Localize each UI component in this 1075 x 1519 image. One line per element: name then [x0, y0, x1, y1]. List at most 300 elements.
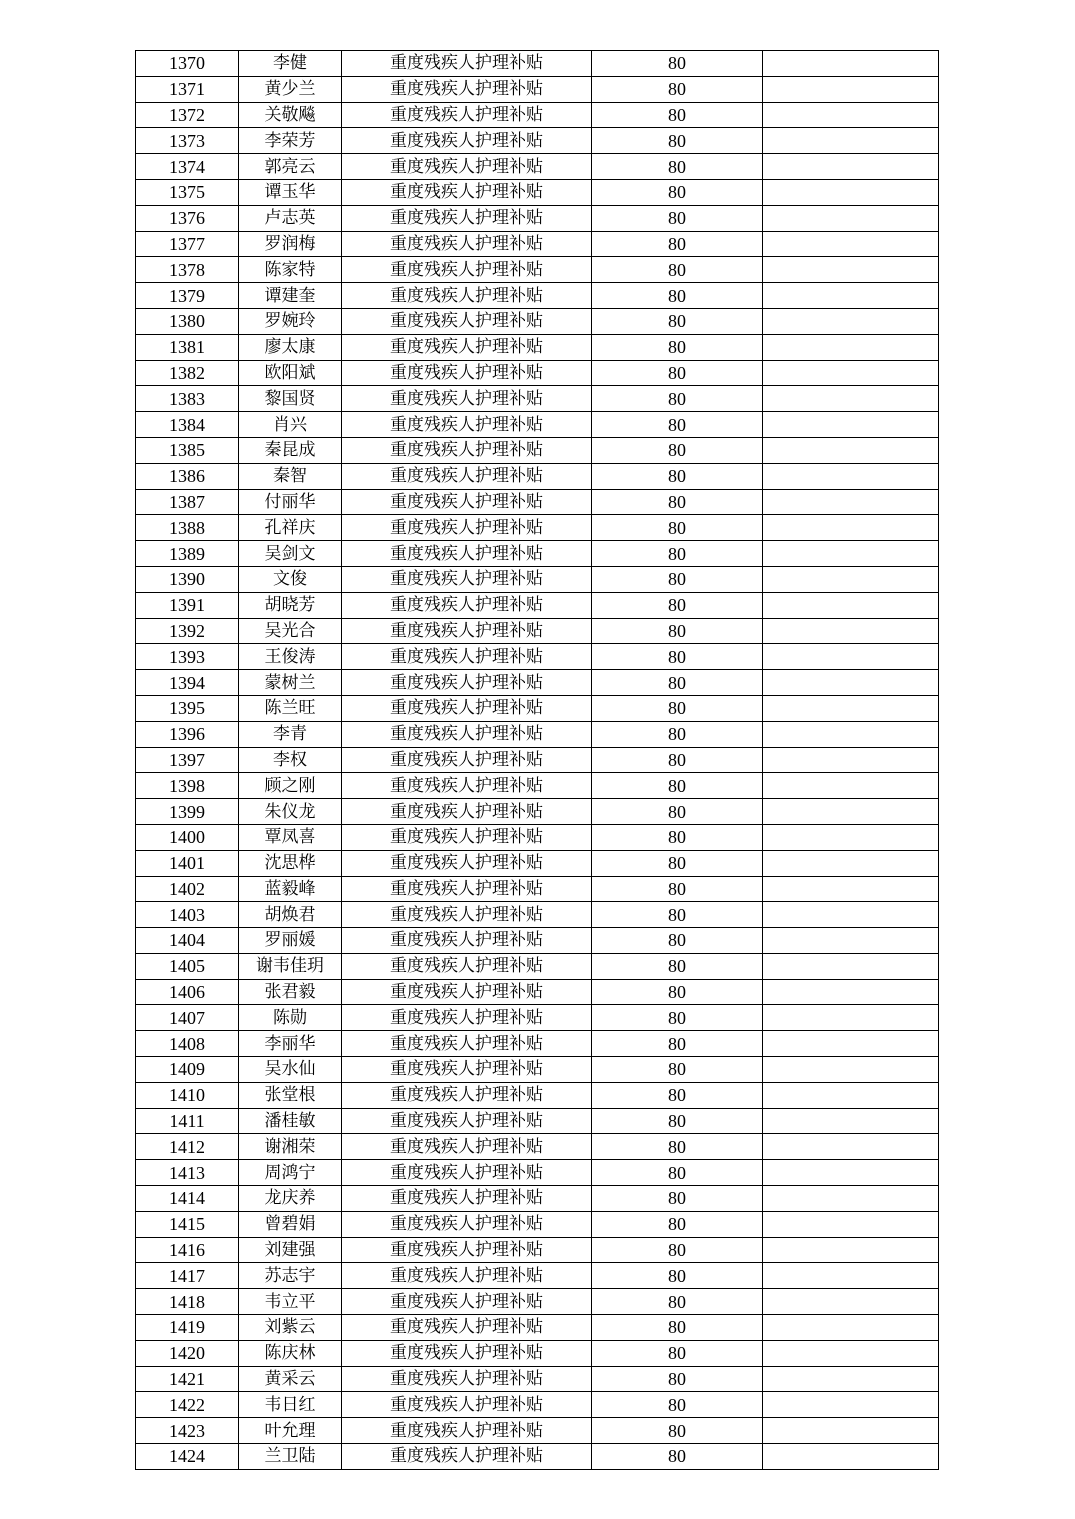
amount-cell: 80 [592, 412, 763, 438]
row-number-cell: 1379 [136, 283, 239, 309]
note-cell [763, 128, 939, 154]
table-row [136, 670, 939, 696]
amount-cell: 80 [592, 747, 763, 773]
subsidy-type-cell: 重度残疾人护理补贴 [342, 386, 592, 412]
row-number-cell: 1372 [136, 102, 239, 128]
amount-cell: 80 [592, 1005, 763, 1031]
table-row [136, 1444, 939, 1470]
amount-cell: 80 [592, 1031, 763, 1057]
table-row [136, 902, 939, 928]
row-number-cell: 1410 [136, 1082, 239, 1108]
subsidy-type-cell: 重度残疾人护理补贴 [342, 283, 592, 309]
table-row [136, 412, 939, 438]
row-number-cell: 1419 [136, 1315, 239, 1341]
subsidy-type-cell: 重度残疾人护理补贴 [342, 179, 592, 205]
name-cell: 周鸿宁 [239, 1160, 342, 1186]
table-row [136, 515, 939, 541]
subsidy-type-cell: 重度残疾人护理补贴 [342, 334, 592, 360]
name-cell: 胡焕君 [239, 902, 342, 928]
name-cell: 肖兴 [239, 412, 342, 438]
name-cell: 曾碧娟 [239, 1211, 342, 1237]
subsidy-type-cell: 重度残疾人护理补贴 [342, 463, 592, 489]
amount-cell: 80 [592, 1289, 763, 1315]
row-number-cell: 1388 [136, 515, 239, 541]
row-number-cell: 1383 [136, 386, 239, 412]
note-cell [763, 1005, 939, 1031]
table-row [136, 824, 939, 850]
name-cell: 孔祥庆 [239, 515, 342, 541]
amount-cell: 80 [592, 824, 763, 850]
table-row [136, 695, 939, 721]
subsidy-type-cell: 重度残疾人护理补贴 [342, 824, 592, 850]
row-number-cell: 1395 [136, 695, 239, 721]
amount-cell: 80 [592, 1315, 763, 1341]
name-cell: 李丽华 [239, 1031, 342, 1057]
name-cell: 罗婉玲 [239, 308, 342, 334]
row-number-cell: 1409 [136, 1057, 239, 1083]
amount-cell: 80 [592, 437, 763, 463]
subsidy-type-cell: 重度残疾人护理补贴 [342, 1418, 592, 1444]
row-number-cell: 1370 [136, 51, 239, 77]
row-number-cell: 1390 [136, 566, 239, 592]
subsidy-type-cell: 重度残疾人护理补贴 [342, 489, 592, 515]
amount-cell: 80 [592, 1211, 763, 1237]
subsidy-type-cell: 重度残疾人护理补贴 [342, 76, 592, 102]
row-number-cell: 1415 [136, 1211, 239, 1237]
note-cell [763, 1340, 939, 1366]
row-number-cell: 1417 [136, 1263, 239, 1289]
subsidy-type-cell: 重度残疾人护理补贴 [342, 1186, 592, 1212]
subsidy-type-cell: 重度残疾人护理补贴 [342, 670, 592, 696]
table-row [136, 566, 939, 592]
note-cell [763, 747, 939, 773]
row-number-cell: 1397 [136, 747, 239, 773]
table-row [136, 1418, 939, 1444]
row-number-cell: 1404 [136, 928, 239, 954]
note-cell [763, 1186, 939, 1212]
name-cell: 罗润梅 [239, 231, 342, 257]
table-row [136, 1082, 939, 1108]
table-row [136, 1263, 939, 1289]
note-cell [763, 1263, 939, 1289]
row-number-cell: 1411 [136, 1108, 239, 1134]
name-cell: 沈思桦 [239, 850, 342, 876]
name-cell: 黄少兰 [239, 76, 342, 102]
amount-cell: 80 [592, 102, 763, 128]
name-cell: 龙庆养 [239, 1186, 342, 1212]
note-cell [763, 876, 939, 902]
note-cell [763, 979, 939, 1005]
name-cell: 黎国贤 [239, 386, 342, 412]
amount-cell: 80 [592, 231, 763, 257]
row-number-cell: 1400 [136, 824, 239, 850]
note-cell [763, 257, 939, 283]
note-cell [763, 541, 939, 567]
table-row [136, 463, 939, 489]
table-row [136, 876, 939, 902]
note-cell [763, 179, 939, 205]
note-cell [763, 824, 939, 850]
note-cell [763, 205, 939, 231]
note-cell [763, 1134, 939, 1160]
subsidy-type-cell: 重度残疾人护理补贴 [342, 1211, 592, 1237]
amount-cell: 80 [592, 1366, 763, 1392]
name-cell: 吴剑文 [239, 541, 342, 567]
note-cell [763, 618, 939, 644]
name-cell: 罗丽媛 [239, 928, 342, 954]
row-number-cell: 1392 [136, 618, 239, 644]
row-number-cell: 1398 [136, 773, 239, 799]
table-row [136, 1340, 939, 1366]
amount-cell: 80 [592, 1160, 763, 1186]
amount-cell: 80 [592, 592, 763, 618]
amount-cell: 80 [592, 205, 763, 231]
name-cell: 秦智 [239, 463, 342, 489]
row-number-cell: 1403 [136, 902, 239, 928]
name-cell: 潘桂敏 [239, 1108, 342, 1134]
note-cell [763, 334, 939, 360]
subsidy-type-cell: 重度残疾人护理补贴 [342, 1237, 592, 1263]
row-number-cell: 1408 [136, 1031, 239, 1057]
table-row [136, 489, 939, 515]
name-cell: 朱仪龙 [239, 799, 342, 825]
row-number-cell: 1412 [136, 1134, 239, 1160]
subsidy-type-cell: 重度残疾人护理补贴 [342, 205, 592, 231]
table-row [136, 51, 939, 77]
name-cell: 陈家特 [239, 257, 342, 283]
row-number-cell: 1387 [136, 489, 239, 515]
subsidy-type-cell: 重度残疾人护理补贴 [342, 1031, 592, 1057]
table-row [136, 799, 939, 825]
name-cell: 兰卫陆 [239, 1444, 342, 1470]
note-cell [763, 799, 939, 825]
note-cell [763, 463, 939, 489]
row-number-cell: 1406 [136, 979, 239, 1005]
name-cell: 卢志英 [239, 205, 342, 231]
note-cell [763, 1289, 939, 1315]
table-row [136, 1315, 939, 1341]
row-number-cell: 1413 [136, 1160, 239, 1186]
amount-cell: 80 [592, 902, 763, 928]
table-row [136, 644, 939, 670]
note-cell [763, 437, 939, 463]
amount-cell: 80 [592, 928, 763, 954]
table-row [136, 1237, 939, 1263]
row-number-cell: 1401 [136, 850, 239, 876]
subsidy-type-cell: 重度残疾人护理补贴 [342, 1366, 592, 1392]
name-cell: 刘紫云 [239, 1315, 342, 1341]
subsidy-type-cell: 重度残疾人护理补贴 [342, 360, 592, 386]
amount-cell: 80 [592, 979, 763, 1005]
amount-cell: 80 [592, 1082, 763, 1108]
note-cell [763, 515, 939, 541]
note-cell [763, 1392, 939, 1418]
subsidy-type-cell: 重度残疾人护理补贴 [342, 721, 592, 747]
row-number-cell: 1393 [136, 644, 239, 670]
subsidy-type-cell: 重度残疾人护理补贴 [342, 876, 592, 902]
name-cell: 文俊 [239, 566, 342, 592]
amount-cell: 80 [592, 799, 763, 825]
amount-cell: 80 [592, 1108, 763, 1134]
table-row [136, 76, 939, 102]
name-cell: 郭亮云 [239, 154, 342, 180]
name-cell: 谢韦佳玥 [239, 953, 342, 979]
note-cell [763, 1237, 939, 1263]
table-row [136, 231, 939, 257]
name-cell: 吴光合 [239, 618, 342, 644]
amount-cell: 80 [592, 876, 763, 902]
row-number-cell: 1381 [136, 334, 239, 360]
table-row [136, 283, 939, 309]
name-cell: 谭建奎 [239, 283, 342, 309]
subsidy-type-cell: 重度残疾人护理补贴 [342, 308, 592, 334]
amount-cell: 80 [592, 76, 763, 102]
subsidy-type-cell: 重度残疾人护理补贴 [342, 257, 592, 283]
amount-cell: 80 [592, 1237, 763, 1263]
note-cell [763, 489, 939, 515]
table-row [136, 747, 939, 773]
note-cell [763, 566, 939, 592]
amount-cell: 80 [592, 695, 763, 721]
amount-cell: 80 [592, 128, 763, 154]
name-cell: 付丽华 [239, 489, 342, 515]
table-row [136, 1289, 939, 1315]
note-cell [763, 670, 939, 696]
table-row [136, 592, 939, 618]
note-cell [763, 928, 939, 954]
table-row [136, 179, 939, 205]
name-cell: 刘建强 [239, 1237, 342, 1263]
amount-cell: 80 [592, 283, 763, 309]
table-row [136, 334, 939, 360]
subsidy-type-cell: 重度残疾人护理补贴 [342, 154, 592, 180]
note-cell [763, 51, 939, 77]
name-cell: 谢湘荣 [239, 1134, 342, 1160]
amount-cell: 80 [592, 360, 763, 386]
note-cell [763, 154, 939, 180]
amount-cell: 80 [592, 953, 763, 979]
subsidy-type-cell: 重度残疾人护理补贴 [342, 231, 592, 257]
amount-cell: 80 [592, 1392, 763, 1418]
subsidy-type-cell: 重度残疾人护理补贴 [342, 850, 592, 876]
row-number-cell: 1394 [136, 670, 239, 696]
table-row [136, 928, 939, 954]
row-number-cell: 1414 [136, 1186, 239, 1212]
note-cell [763, 76, 939, 102]
note-cell [763, 386, 939, 412]
note-cell [763, 773, 939, 799]
row-number-cell: 1378 [136, 257, 239, 283]
subsidy-type-cell: 重度残疾人护理补贴 [342, 1057, 592, 1083]
note-cell [763, 1057, 939, 1083]
name-cell: 韦立平 [239, 1289, 342, 1315]
note-cell [763, 644, 939, 670]
note-cell [763, 1211, 939, 1237]
row-number-cell: 1382 [136, 360, 239, 386]
amount-cell: 80 [592, 334, 763, 360]
name-cell: 顾之刚 [239, 773, 342, 799]
name-cell: 李青 [239, 721, 342, 747]
name-cell: 秦昆成 [239, 437, 342, 463]
table-row [136, 773, 939, 799]
note-cell [763, 902, 939, 928]
table-row [136, 1108, 939, 1134]
note-cell [763, 1108, 939, 1134]
subsidy-type-cell: 重度残疾人护理补贴 [342, 51, 592, 77]
amount-cell: 80 [592, 257, 763, 283]
name-cell: 黄采云 [239, 1366, 342, 1392]
row-number-cell: 1375 [136, 179, 239, 205]
subsidy-table [135, 50, 939, 1470]
subsidy-type-cell: 重度残疾人护理补贴 [342, 592, 592, 618]
row-number-cell: 1373 [136, 128, 239, 154]
amount-cell: 80 [592, 463, 763, 489]
name-cell: 谭玉华 [239, 179, 342, 205]
amount-cell: 80 [592, 1418, 763, 1444]
row-number-cell: 1377 [136, 231, 239, 257]
row-number-cell: 1422 [136, 1392, 239, 1418]
note-cell [763, 953, 939, 979]
subsidy-type-cell: 重度残疾人护理补贴 [342, 695, 592, 721]
amount-cell: 80 [592, 1186, 763, 1212]
amount-cell: 80 [592, 670, 763, 696]
name-cell: 苏志宇 [239, 1263, 342, 1289]
table-row [136, 1134, 939, 1160]
name-cell: 张堂根 [239, 1082, 342, 1108]
row-number-cell: 1391 [136, 592, 239, 618]
subsidy-type-cell: 重度残疾人护理补贴 [342, 412, 592, 438]
row-number-cell: 1407 [136, 1005, 239, 1031]
amount-cell: 80 [592, 51, 763, 77]
table-row [136, 953, 939, 979]
note-cell [763, 850, 939, 876]
amount-cell: 80 [592, 618, 763, 644]
name-cell: 陈兰旺 [239, 695, 342, 721]
note-cell [763, 1366, 939, 1392]
name-cell: 蓝毅峰 [239, 876, 342, 902]
amount-cell: 80 [592, 1444, 763, 1470]
table-row [136, 1211, 939, 1237]
subsidy-type-cell: 重度残疾人护理补贴 [342, 1392, 592, 1418]
note-cell [763, 592, 939, 618]
name-cell: 李健 [239, 51, 342, 77]
subsidy-type-cell: 重度残疾人护理补贴 [342, 799, 592, 825]
table-row [136, 1392, 939, 1418]
amount-cell: 80 [592, 179, 763, 205]
amount-cell: 80 [592, 154, 763, 180]
name-cell: 李荣芳 [239, 128, 342, 154]
amount-cell: 80 [592, 1340, 763, 1366]
row-number-cell: 1384 [136, 412, 239, 438]
name-cell: 叶允理 [239, 1418, 342, 1444]
row-number-cell: 1399 [136, 799, 239, 825]
amount-cell: 80 [592, 489, 763, 515]
row-number-cell: 1402 [136, 876, 239, 902]
subsidy-type-cell: 重度残疾人护理补贴 [342, 928, 592, 954]
amount-cell: 80 [592, 1057, 763, 1083]
row-number-cell: 1416 [136, 1237, 239, 1263]
subsidy-type-cell: 重度残疾人护理补贴 [342, 1444, 592, 1470]
name-cell: 胡晓芳 [239, 592, 342, 618]
row-number-cell: 1374 [136, 154, 239, 180]
name-cell: 关敬飚 [239, 102, 342, 128]
amount-cell: 80 [592, 386, 763, 412]
note-cell [763, 1315, 939, 1341]
table-row [136, 541, 939, 567]
name-cell: 李权 [239, 747, 342, 773]
table-row [136, 721, 939, 747]
table-row [136, 102, 939, 128]
table-row [136, 1366, 939, 1392]
amount-cell: 80 [592, 644, 763, 670]
amount-cell: 80 [592, 1134, 763, 1160]
subsidy-type-cell: 重度残疾人护理补贴 [342, 102, 592, 128]
table-row [136, 386, 939, 412]
table-row [136, 1186, 939, 1212]
note-cell [763, 308, 939, 334]
subsidy-type-cell: 重度残疾人护理补贴 [342, 128, 592, 154]
row-number-cell: 1386 [136, 463, 239, 489]
subsidy-type-cell: 重度残疾人护理补贴 [342, 1340, 592, 1366]
note-cell [763, 360, 939, 386]
subsidy-type-cell: 重度残疾人护理补贴 [342, 1160, 592, 1186]
table-row [136, 1031, 939, 1057]
table-row [136, 1160, 939, 1186]
subsidy-type-cell: 重度残疾人护理补贴 [342, 747, 592, 773]
subsidy-type-cell: 重度残疾人护理补贴 [342, 618, 592, 644]
amount-cell: 80 [592, 721, 763, 747]
amount-cell: 80 [592, 850, 763, 876]
row-number-cell: 1376 [136, 205, 239, 231]
name-cell: 陈勋 [239, 1005, 342, 1031]
table-row [136, 1057, 939, 1083]
row-number-cell: 1420 [136, 1340, 239, 1366]
name-cell: 廖太康 [239, 334, 342, 360]
row-number-cell: 1389 [136, 541, 239, 567]
table-row [136, 437, 939, 463]
name-cell: 王俊涛 [239, 644, 342, 670]
row-number-cell: 1371 [136, 76, 239, 102]
note-cell [763, 102, 939, 128]
amount-cell: 80 [592, 1263, 763, 1289]
subsidy-type-cell: 重度残疾人护理补贴 [342, 1082, 592, 1108]
row-number-cell: 1396 [136, 721, 239, 747]
note-cell [763, 231, 939, 257]
table-row [136, 128, 939, 154]
amount-cell: 80 [592, 515, 763, 541]
table-row [136, 618, 939, 644]
name-cell: 张君毅 [239, 979, 342, 1005]
subsidy-type-cell: 重度残疾人护理补贴 [342, 1289, 592, 1315]
name-cell: 覃凤喜 [239, 824, 342, 850]
name-cell: 韦日红 [239, 1392, 342, 1418]
amount-cell: 80 [592, 566, 763, 592]
subsidy-type-cell: 重度残疾人护理补贴 [342, 979, 592, 1005]
row-number-cell: 1418 [136, 1289, 239, 1315]
amount-cell: 80 [592, 541, 763, 567]
amount-cell: 80 [592, 308, 763, 334]
table-row [136, 154, 939, 180]
subsidy-type-cell: 重度残疾人护理补贴 [342, 773, 592, 799]
subsidy-type-cell: 重度残疾人护理补贴 [342, 644, 592, 670]
subsidy-type-cell: 重度残疾人护理补贴 [342, 1108, 592, 1134]
row-number-cell: 1405 [136, 953, 239, 979]
row-number-cell: 1423 [136, 1418, 239, 1444]
table-row [136, 850, 939, 876]
row-number-cell: 1385 [136, 437, 239, 463]
name-cell: 吴水仙 [239, 1057, 342, 1083]
note-cell [763, 1031, 939, 1057]
